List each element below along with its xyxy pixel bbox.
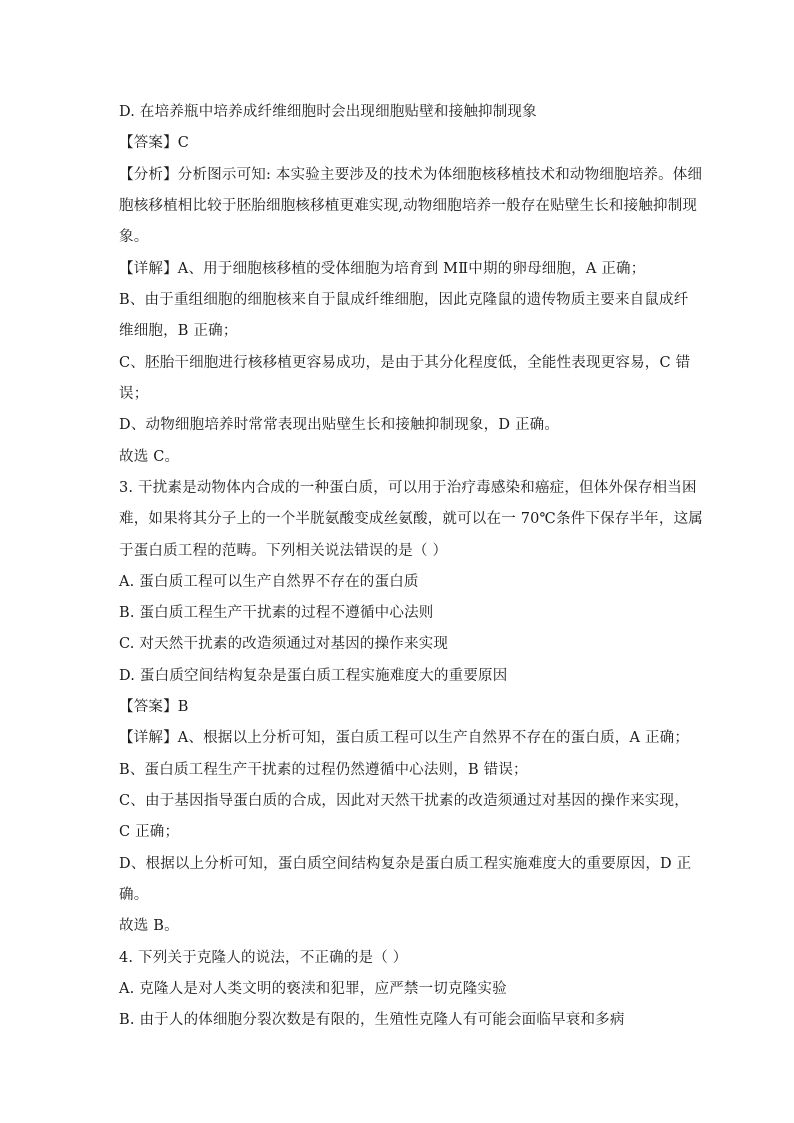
conclusion-q3: 故选 B。 bbox=[119, 918, 179, 934]
option-a-q4: A. 克隆人是对人类文明的亵渎和犯罪，应严禁一切克隆实验 bbox=[119, 981, 507, 997]
explanation-q2-a: 【详解】A、用于细胞核移植的受体细胞为培育到 MⅡ中期的卵母细胞，A 正确； bbox=[119, 261, 646, 277]
explanation-q3-d-line-2: 确。 bbox=[119, 887, 149, 903]
explanation-q3-b: B、蛋白质工程生产干扰素的过程仍然遵循中心法则，B 错误； bbox=[119, 762, 528, 778]
question-3-line-3: 于蛋白质工程的范畴。下列相关说法错误的是（ ） bbox=[119, 543, 448, 559]
analysis-q2-line-2: 胞核移植相比较于胚胎细胞核移植更难实现,动物细胞培养一般存在贴壁生长和接触抑制现 bbox=[119, 198, 698, 214]
explanation-q2-c-line-1: C、胚胎干细胞进行核移植更容易成功，是由于其分化程度低，全能性表现更容易，C 错 bbox=[119, 355, 691, 371]
option-b-q4: B. 由于人的体细胞分裂次数是有限的，生殖性克隆人有可能会面临早衰和多病 bbox=[119, 1012, 625, 1028]
question-3-line-1: 3. 干扰素是动物体内合成的一种蛋白质，可以用于治疗毒感染和癌症，但体外保存相当困 bbox=[119, 480, 697, 496]
option-d-q2: D. 在培养瓶中培养成纤维细胞时会出现细胞贴壁和接触抑制现象 bbox=[119, 104, 537, 120]
question-4: 4. 下列关于克隆人的说法，不正确的是（ ） bbox=[119, 950, 408, 966]
option-d-q3: D. 蛋白质空间结构复杂是蛋白质工程实施难度大的重要原因 bbox=[119, 668, 508, 684]
question-3-line-2: 难，如果将其分子上的一个半胱氨酸变成丝氨酸，就可以在一 70℃条件下保存半年，这属 bbox=[119, 511, 703, 527]
explanation-q3-c-line-1: C、由于基因指导蛋白质的合成，因此对天然干扰素的改造须通过对基因的操作来实现， bbox=[119, 793, 689, 809]
explanation-q3-c-line-2: C 正确； bbox=[119, 824, 180, 840]
explanation-q3-a: 【详解】A、根据以上分析可知，蛋白质工程可以生产自然界不存在的蛋白质，A 正确； bbox=[119, 730, 690, 746]
answer-q2: 【答案】C bbox=[119, 135, 190, 151]
explanation-q3-d-line-1: D、根据以上分析可知，蛋白质空间结构复杂是蛋白质工程实施难度大的重要原因，D 正 bbox=[119, 856, 692, 872]
option-b-q3: B. 蛋白质工程生产干扰素的过程不遵循中心法则 bbox=[119, 605, 434, 621]
explanation-q2-b-line-1: B、由于重组细胞的细胞核来自于鼠成纤维细胞，因此克隆鼠的遗传物质主要来自鼠成纤 bbox=[119, 292, 689, 308]
explanation-q2-d: D、动物细胞培养时常常表现出贴壁生长和接触抑制现象，D 正确。 bbox=[119, 417, 560, 433]
analysis-q2-line-3: 象。 bbox=[119, 229, 149, 245]
conclusion-q2: 故选 C。 bbox=[119, 449, 180, 465]
option-a-q3: A. 蛋白质工程可以生产自然界不存在的蛋白质 bbox=[119, 574, 419, 590]
answer-q3: 【答案】B bbox=[119, 699, 189, 715]
option-c-q3: C. 对天然干扰素的改造须通过对基因的操作来实现 bbox=[119, 636, 449, 652]
explanation-q2-c-line-2: 误； bbox=[119, 386, 149, 402]
explanation-q2-b-line-2: 维细胞，B 正确； bbox=[119, 323, 238, 339]
analysis-q2-line-1: 【分析】分析图示可知: 本实验主要涉及的技术为体细胞核移植技术和动物细胞培养。体细 bbox=[119, 167, 703, 183]
